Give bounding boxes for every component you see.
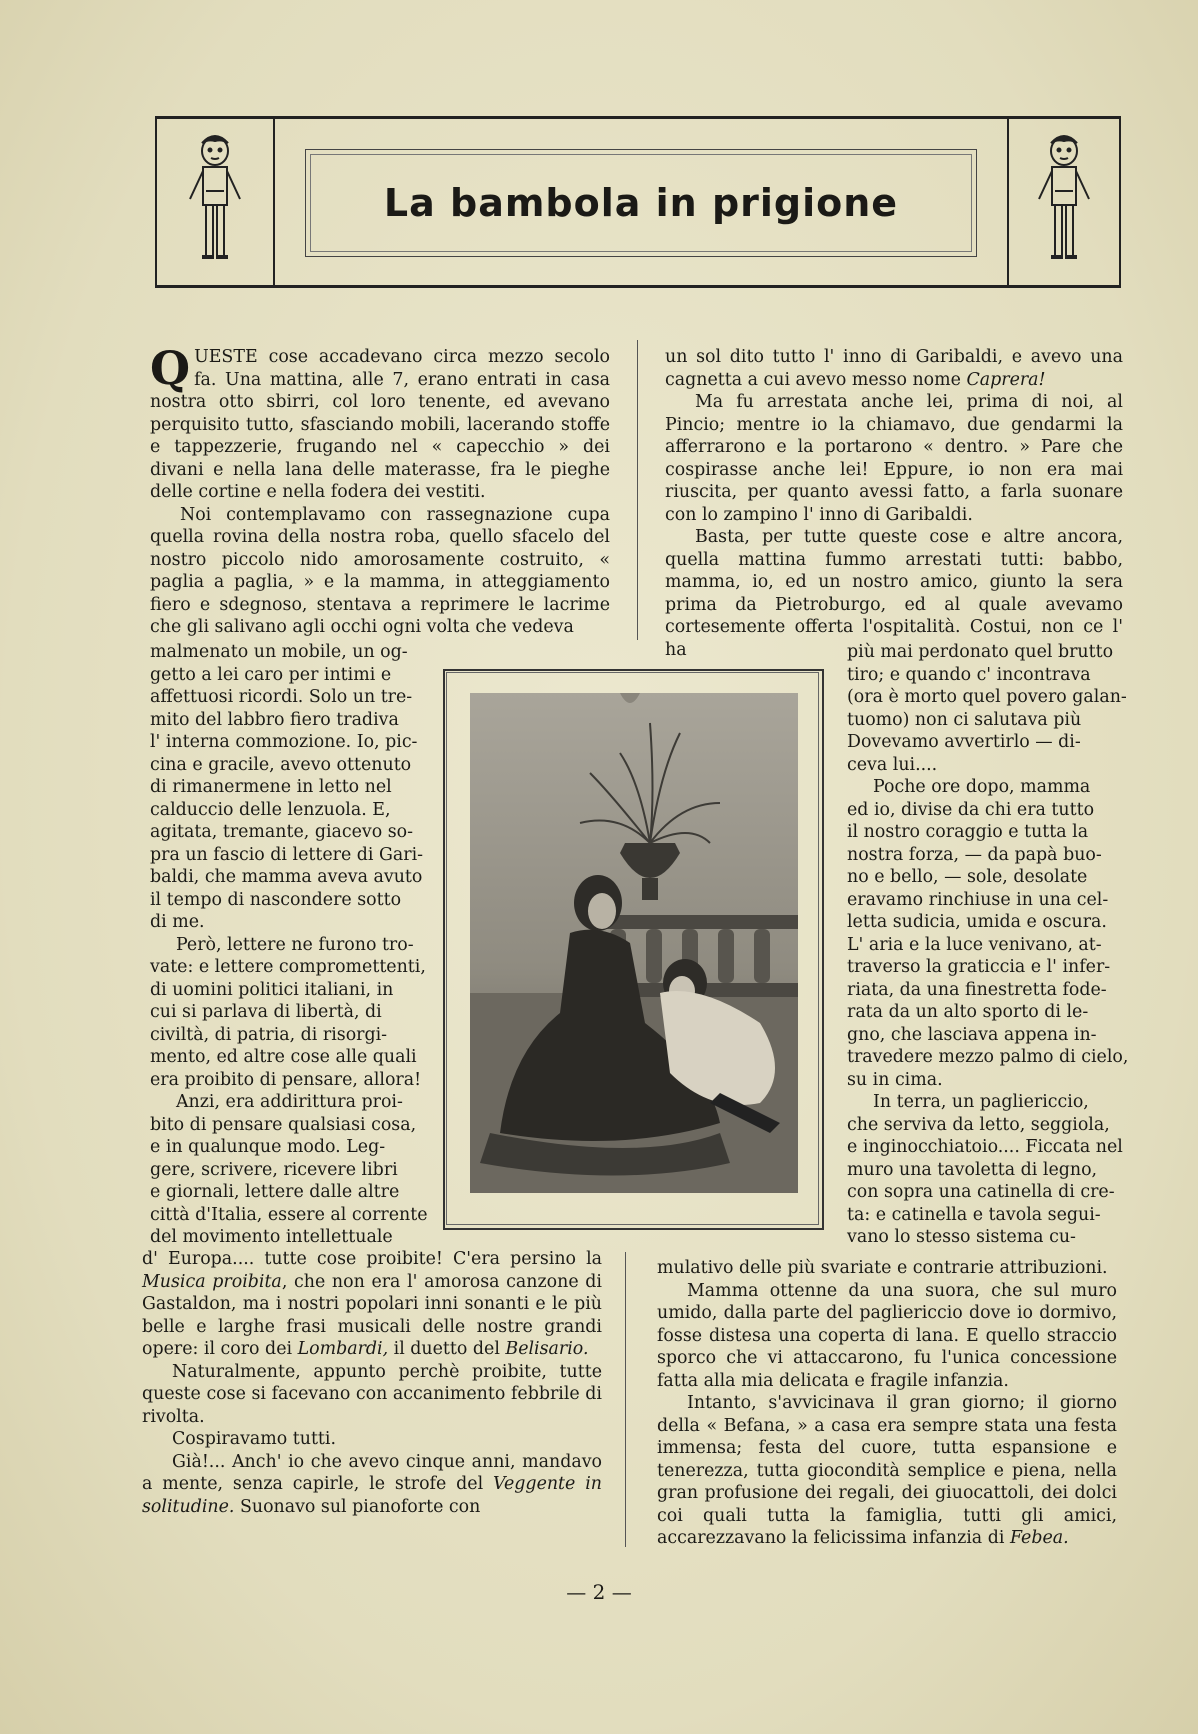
paragraph: Basta, per tutte queste cose e altre ancora, quella mattina fummo arrestati tutti: babbo, mamma, io, ed un nostro amico, giunto la sera prima da Pietroburgo, ed al quale avevamo cortesemente offerta l'ospitalità. Costui, non ce l' ha [665, 527, 1123, 660]
paragraph: Naturalmente, appunto perchè proibite, tutte queste cose si facevano con accanimento febbrile di rivolta. [142, 1361, 602, 1427]
text-line: l' interna commozione. Io, pic- [150, 732, 418, 752]
right-doll-box [1007, 119, 1121, 285]
text-line: di me. [150, 912, 205, 932]
doll-icon [180, 131, 250, 271]
text-line: mento, ed altre cose alle quali [150, 1047, 417, 1067]
text-line: più mai perdonato quel brutto [847, 642, 1114, 662]
page-number: — 2 — [566, 1580, 632, 1604]
text-line: città d'Italia, essere al corrente [150, 1204, 428, 1225]
text-line: di uomini politici italiani, in [150, 979, 394, 1000]
column-divider [637, 340, 638, 640]
text-line: riata, da una finestretta fode- [847, 979, 1107, 1000]
paragraph: d' Europa.... tutte cose proibite! C'era persino la Musica proibita, che non era l' amorosa canzone di Gastaldon, ma i nostri popolari inni sonanti e le più belle e larghe frasi musicali delle nostre grandi opere: il coro dei Lombardi, il duetto del Belisario. [142, 1249, 602, 1359]
page-title: La bambola in prigione [383, 181, 899, 225]
text-line: con sopra una catinella di cre- [847, 1182, 1115, 1202]
column-1-top [150, 341, 610, 639]
text-line: gere, scrivere, ricevere libri [150, 1159, 398, 1180]
text-line: calduccio delle lenzuola. E, [150, 799, 391, 820]
text-line: letta sudicia, umida e oscura. [847, 912, 1107, 932]
paragraph: Noi contemplavamo con rassegnazione cupa quella rovina della nostra roba, quello sfacelo del nostro piccolo nido amorosamente costruito, « paglia a paglia, » e la mamma, in atteggiamento fiero e sdegnoso, stentava a reprimere le lacrime che gli salivano agli occhi ogni volta che vedeva [150, 504, 610, 637]
text-line: di rimanermene in letto nel [150, 777, 392, 797]
text-line: ta: e catinella e tavola segui- [847, 1204, 1101, 1225]
text-line: In terra, un pagliericcio, [873, 1092, 1089, 1112]
text-line: Anzi, era addirittura proi- [176, 1092, 403, 1112]
text-line: tiro; e quando c' incontrava [847, 664, 1091, 685]
text-line: tuomo) non ci salutava più [847, 709, 1082, 730]
column-2-top [665, 346, 1123, 661]
text-line: e inginocchiatoio.... Ficcata nel [847, 1137, 1123, 1157]
paragraph: Mamma ottenne da una suora, che sul muro umido, dalla parte del pagliericcio dove io dormivo, fosse distesa una coperta di lana. E quello straccio sporco che vi attaccarono, fu l'unica concessione fatta alla mia delicata e fragile infanzia. [657, 1280, 1117, 1391]
text-line: nostra forza, — da papà buo- [847, 844, 1102, 865]
text-line: L' aria e la luce venivano, at- [847, 934, 1102, 955]
text-line: cina e gracile, avevo ottenuto [150, 754, 412, 775]
column-2-bottom [657, 1257, 1117, 1550]
paragraph: Già!... Anch' io che avevo cinque anni, mandavo a mente, senza capirle, le strofe del Veggente in solitudine. Suonavo sul pianoforte con [142, 1451, 602, 1517]
drop-cap: Q [150, 341, 191, 395]
paragraph: Ma fu arrestata anche lei, prima di noi, al Pincio; mentre io la chiamavo, due gendarmi la afferrarono e la portarono « dentro. » Pare che cospirasse anche lei! Eppure, io non era mai riuscita, per quanto avessi fatto, a farla suonare con lo zampino l' inno di Garibaldi. [665, 392, 1123, 525]
doll-icon [1029, 131, 1099, 271]
text-line: Dovevamo avvertirlo — di- [847, 732, 1081, 752]
text-line: era proibito di pensare, allora! [150, 1069, 422, 1090]
text-line: (ora è morto quel povero galan- [847, 687, 1127, 707]
paragraph: Intanto, s'avvicinava il gran giorno; il giorno della « Befana, » a casa era sempre stata una festa immensa; festa del cuore, tutta espansione e tenerezza, tutta giocondità semplice e piena, nella gran profusione dei regali, dei giuocattoli, dei dolci coi quali tutta la famiglia, tutti gli amici, accarezzavano la felicissima infanzia di Febea. [657, 1393, 1117, 1548]
text-line: agitata, tremante, giacevo so- [150, 822, 414, 842]
text-line: travedere mezzo palmo di cielo, [847, 1047, 1129, 1067]
text-line: vano lo stesso sistema cu- [847, 1227, 1076, 1247]
text-line: pra un fascio di lettere di Gari- [150, 844, 424, 865]
text-line: ed io, divise da chi era tutto [847, 799, 1095, 820]
paragraph: un sol dito tutto l' inno di Garibaldi, e avevo una cagnetta a cui avevo messo nome Caprera! [665, 347, 1123, 390]
text-line: eravamo rinchiuse in una cel- [847, 889, 1109, 910]
paragraph: mulativo delle più svariate e contrarie attribuzioni. [657, 1258, 1108, 1278]
text-line: traverso la graticcia e l' infer- [847, 957, 1111, 977]
text-line: mito del labbro fiero tradiva [150, 709, 399, 730]
text-line: del movimento intellettuale [150, 1227, 393, 1247]
paragraph: QUESTE cose accadevano circa mezzo secolo fa. Una mattina, alle 7, erano entrati in casa nostra otto sbirri, col loro tenente, ed avevano perquisito tutto, sfasciando mobili, lacerando stoffe e tappezzerie, frugando nel « capecchio » dei divani e nella lana delle materasse, fra le pieghe delle cortine e nella fodera dei vestiti. [150, 341, 610, 502]
text-line: rata da un alto sporto di le- [847, 1002, 1089, 1022]
text-line: malmenato un mobile, un og- [150, 642, 408, 662]
column-divider [625, 1252, 626, 1547]
text-line: e in qualunque modo. Leg- [150, 1137, 386, 1157]
text-line: e giornali, lettere dalle altre [150, 1182, 400, 1202]
column-1-bottom [142, 1248, 602, 1518]
text-line: civiltà, di patria, di risorgi- [150, 1024, 388, 1045]
text-line: muro una tavoletta di legno, [847, 1159, 1098, 1180]
text-line: getto a lei caro per intimi e [150, 664, 392, 685]
text-line: no e bello, — sole, desolate [847, 867, 1088, 887]
title-frame [305, 149, 977, 257]
column-2-wrap [847, 641, 1129, 1249]
column-1-wrap [150, 641, 428, 1249]
text-line: affettuosi ricordi. Solo un tre- [150, 687, 413, 707]
left-doll-box [155, 119, 275, 285]
text-line: cui si parlava di libertà, di [150, 1002, 382, 1022]
paragraph: Cospiravamo tutti. [172, 1429, 337, 1449]
text-line: baldi, che mamma aveva avuto [150, 867, 423, 887]
text-line: su in cima. [847, 1069, 943, 1090]
text-line: Poche ore dopo, mamma [873, 777, 1091, 797]
photograph [470, 693, 798, 1193]
text-line: gno, che lasciava appena in- [847, 1024, 1097, 1045]
text-line: il tempo di nascondere sotto [150, 889, 402, 910]
text-line: bito di pensare qualsiasi cosa, [150, 1114, 417, 1135]
text-line: il nostro coraggio e tutta la [847, 822, 1089, 842]
text-line: ceva lui.... [847, 754, 938, 775]
title-banner [155, 116, 1121, 288]
text-line: vate: e lettere compromettenti, [150, 957, 426, 977]
text-line: Però, lettere ne furono tro- [176, 934, 414, 955]
text-line: che serviva da letto, seggiola, [847, 1114, 1110, 1135]
